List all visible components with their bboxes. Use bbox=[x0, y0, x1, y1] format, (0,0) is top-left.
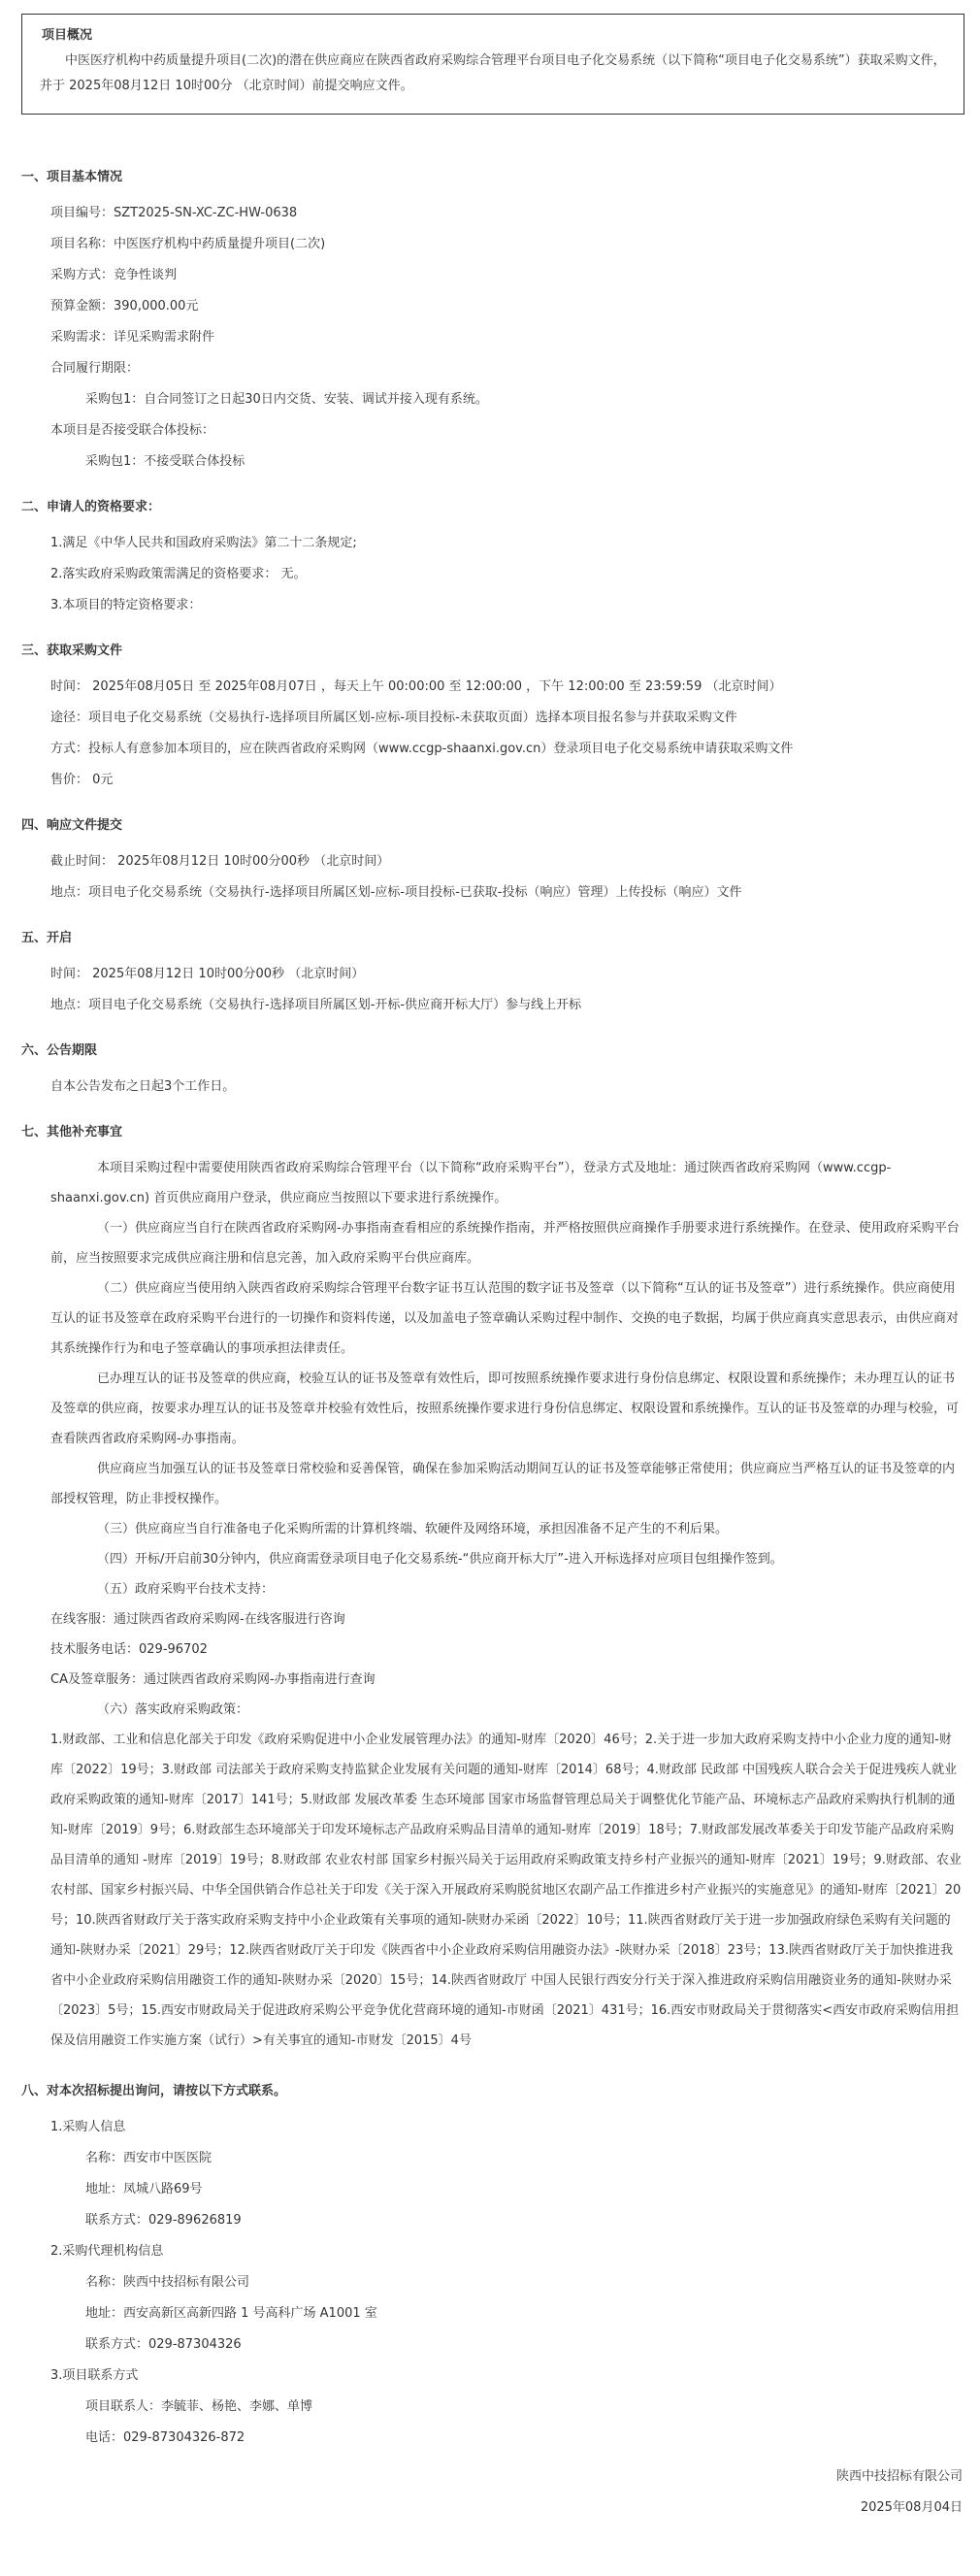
ca-service: CA及签章服务：通过陕西省政府采购网-办事指南进行查询 bbox=[50, 1672, 376, 1687]
section-other-matters bbox=[21, 1123, 963, 2056]
section-title: 六、公告期限 bbox=[21, 1043, 98, 1058]
paragraph: （五）政府采购平台技术支持： bbox=[97, 1582, 275, 1597]
buyer-title: 1.采购人信息 bbox=[50, 2120, 126, 2134]
consortium-label: 本项目是否接受联合体投标： bbox=[50, 423, 215, 438]
announcement-page bbox=[21, 14, 963, 2518]
paragraph: （四）开标/开启前30分钟内，供应商需登录项目电子化交易系统-“供应商开标大厅”-进入开标选择对应项目包组操作签到。 bbox=[97, 1552, 783, 1567]
obtain-time: 时间： 2025年08月05日 至 2025年08月07日 ，每天上午 00:00:00 至 12:00:00 ，下午 12:00:00 至 23:59:59 （北京时间） bbox=[50, 679, 782, 694]
budget-amount: 预算金额：390,000.00元 bbox=[50, 299, 199, 314]
contact-title: 3.项目联系方式 bbox=[50, 2368, 139, 2383]
project-number: 项目编号：SZT2025-SN-XC-ZC-HW-0638 bbox=[50, 206, 298, 220]
qualification-item: 1.满足《中华人民共和国政府采购法》第二十二条规定; bbox=[50, 536, 357, 550]
section-title: 四、响应文件提交 bbox=[21, 818, 123, 833]
paragraph: （二）供应商应当使用纳入陕西省政府采购综合管理平台数字证书互认范围的数字证书及签章（以下简称“互认的证书及签章”）进行系统操作。供应商使用互认的证书及签章在政府采购平台进行的一切操作和资料传递，以及加盖电子签章确认采购过程中制作、交换的电子数据，均属于供应商真实意思表示，由供应商对其系统操作行为和电子签章确认的事项承担法律责任。 bbox=[50, 1281, 960, 1356]
qualification-item: 3.本项目的特定资格要求： bbox=[50, 598, 202, 612]
section-qualification bbox=[21, 498, 963, 615]
agency-title: 2.采购代理机构信息 bbox=[50, 2244, 164, 2259]
submission-place: 地点：项目电子化交易系统（交易执行-选择项目所属区划-应标-项目投标-已获取-投标（响应）管理）上传投标（响应）文件 bbox=[50, 885, 742, 900]
paragraph: （六）落实政府采购政策： bbox=[97, 1702, 249, 1717]
procurement-requirement: 采购需求：详见采购需求附件 bbox=[50, 330, 215, 345]
document-price: 售价： 0元 bbox=[50, 773, 114, 787]
agency-address: 地址：西安高新区高新四路 1 号高科广场 A1001 室 bbox=[85, 2306, 377, 2321]
overview-text: 中医医疗机构中药质量提升项目(二次)的潜在供应商应在陕西省政府采购综合管理平台项目电子化交易系统（以下简称“项目电子化交易系统”）获取采购文件，并于 2025年08月12日 10时00分 （北京时间）前提交响应文件。 bbox=[40, 53, 946, 93]
tech-support-tel: 技术服务电话：029-96702 bbox=[50, 1642, 208, 1657]
buyer-address: 地址：凤城八路69号 bbox=[85, 2182, 203, 2196]
paragraph: 已办理互认的证书及签章的供应商，校验互认的证书及签章有效性后，即可按照系统操作要求进行身份信息绑定、权限设置和系统操作；未办理互认的证书及签章的供应商，按要求办理互认的证书及签章并校验有效性后，按照系统操作要求进行身份信息绑定、权限设置和系统操作。互认的证书及签章的办理与校验，可查看陕西省政府采购网-办事指南。 bbox=[50, 1371, 960, 1446]
overview-title: 项目概况 bbox=[42, 28, 93, 43]
project-overview-box bbox=[21, 14, 964, 115]
section-title: 八、对本次招标提出询问，请按以下方式联系。 bbox=[21, 2084, 287, 2098]
opening-time: 时间： 2025年08月12日 10时00分00秒 （北京时间） bbox=[50, 967, 365, 981]
section-obtain-documents bbox=[21, 642, 963, 790]
submission-deadline: 截止时间： 2025年08月12日 10时00分00秒 （北京时间） bbox=[50, 854, 390, 869]
section-announcement-period bbox=[21, 1041, 963, 1097]
opening-place: 地点：项目电子化交易系统（交易执行-选择项目所属区划-开标-供应商开标大厅）参与线上开标 bbox=[50, 998, 582, 1012]
section-basic-info bbox=[21, 168, 963, 472]
section-opening bbox=[21, 929, 963, 1015]
agency-name: 名称：陕西中技招标有限公司 bbox=[85, 2275, 250, 2290]
buyer-name: 名称：西安市中医医院 bbox=[85, 2151, 212, 2165]
contract-period-label: 合同履行期限： bbox=[50, 361, 140, 376]
paragraph: 供应商应当加强互认的证书及签章日常校验和妥善保管，确保在参加采购活动期间互认的证书及签章能够正常使用；供应商应当严格互认的证书及签章的内部授权管理，防止非授权操作。 bbox=[50, 1462, 956, 1506]
section-title: 五、开启 bbox=[21, 931, 73, 945]
section-title: 一、项目基本情况 bbox=[21, 170, 123, 184]
paragraph: 本项目采购过程中需要使用陕西省政府采购综合管理平台（以下简称“政府采购平台”），登录方式及地址：通过陕西省政府采购网（www.ccgp-shaanxi.gov.cn) 首页供应商用户登录，供应商应当按照以下要求进行系统操作。 bbox=[50, 1161, 892, 1205]
qualification-item: 2.落实政府采购政策需满足的资格要求： 无。 bbox=[50, 567, 307, 581]
policy-list: 1.财政部、工业和信息化部关于印发《政府采购促进中小企业发展管理办法》的通知-财库〔2020〕46号；2.关于进一步加大政府采购支持中小企业力度的通知-财库〔2022〕19号；3.财政部 司法部关于政府采购支持监狱企业发展有关问题的通知-财库〔2014〕68号；4.财政部 民政部 中国残疾人联合会关于促进残疾人就业政府采购政策的通知-财库〔2017〕141号；5.财政部 发展改革委 生态环境部 国家市场监督管理总局关于调整优化节能产品、环境标志产品政府采购执行机制的通知-财库〔2019〕9号；6.财政部生态环境部关于印发环境标志产品政府采购品目清单的通知-财库〔2019〕18号；7.财政部发展改革委关于印发节能产品政府采购品目清单的通知 -财库〔2019〕19号；8.财政部 农业农村部 国家乡村振兴局关于运用政府采购政策支持乡村产业振兴的通知-财库〔2021〕19号；9.财政部、农业农村部、国家乡村振兴局、中华全国供销合作总社关于印发《关于深入开展政府采购脱贫地区农副产品工作推进乡村产业振兴的实施意见》的通知-财库〔2021〕20号；10.陕西省财政厅关于落实政府采购支持中小企业政策有关事项的通知-陕财办采函〔2022〕10号；11.陕西省财政厅关于进一步加强政府绿色采购有关问题的通知-陕财办采〔2021〕29号；12.陕西省财政厅关于印发《陕西省中小企业政府采购信用融资办法》-陕财办采〔2018〕23号；13.陕西省财政厅关于加快推进我省中小企业政府采购信用融资工作的通知-陕财办采〔2020〕15号；14.陕西省财政厅 中国人民银行西安分行关于深入推进政府采购信用融资业务的通知-陕财办采〔2023〕5号；15.西安市财政局关于促进政府采购公平竞争优化营商环境的通知-市财函〔2021〕431号；16.西安市财政局关于贯彻落实<西安市政府采购信用担保及信用融资工作实施方案（试行）>有关事宜的通知-市财发〔2015〕4号 bbox=[50, 1733, 962, 2048]
section-contact bbox=[21, 2082, 963, 2448]
consortium-value: 采购包1：不接受联合体投标 bbox=[85, 454, 245, 469]
procurement-method: 采购方式：竞争性谈判 bbox=[50, 268, 178, 282]
announcement-period-text: 自本公告发布之日起3个工作日。 bbox=[50, 1079, 236, 1094]
section-submission bbox=[21, 816, 963, 903]
contract-period-value: 采购包1：自合同签订之日起30日内交货、安装、调试并接入现有系统。 bbox=[85, 392, 488, 407]
agency-phone: 联系方式：029-87304326 bbox=[85, 2337, 242, 2352]
signature-org: 陕西中技招标有限公司 bbox=[835, 2469, 963, 2484]
online-service: 在线客服：通过陕西省政府采购网-在线客服进行咨询 bbox=[50, 1612, 345, 1627]
project-name: 项目名称：中医医疗机构中药质量提升项目(二次) bbox=[50, 237, 326, 251]
obtain-way: 途径：项目电子化交易系统（交易执行-选择项目所属区划-应标-项目投标-未获取页面）选择本项目报名参与并获取采购文件 bbox=[50, 710, 737, 725]
section-title: 七、其他补充事宜 bbox=[21, 1125, 123, 1139]
section-title: 二、申请人的资格要求： bbox=[21, 500, 161, 514]
obtain-method: 方式：投标人有意参加本项目的，应在陕西省政府采购网（www.ccgp-shaanxi.gov.cn）登录项目电子化交易系统申请获取采购文件 bbox=[50, 742, 794, 756]
buyer-phone: 联系方式：029-89626819 bbox=[85, 2213, 242, 2228]
signature-date: 2025年08月04日 bbox=[860, 2500, 963, 2515]
section-title: 三、获取采购文件 bbox=[21, 644, 123, 658]
contact-people: 项目联系人：李毓菲、杨艳、李娜、单博 bbox=[85, 2399, 313, 2414]
paragraph: （一）供应商应当自行在陕西省政府采购网-办事指南查看相应的系统操作指南，并严格按照供应商操作手册要求进行系统操作。在登录、使用政府采购平台前，应当按照要求完成供应商注册和信息完善，加入政府采购平台供应商库。 bbox=[50, 1221, 960, 1266]
paragraph: （三）供应商应当自行准备电子化采购所需的计算机终端、软硬件及网络环境，承担因准备不足产生的不利后果。 bbox=[97, 1522, 729, 1536]
contact-phone: 电话：029-87304326-872 bbox=[85, 2430, 245, 2445]
